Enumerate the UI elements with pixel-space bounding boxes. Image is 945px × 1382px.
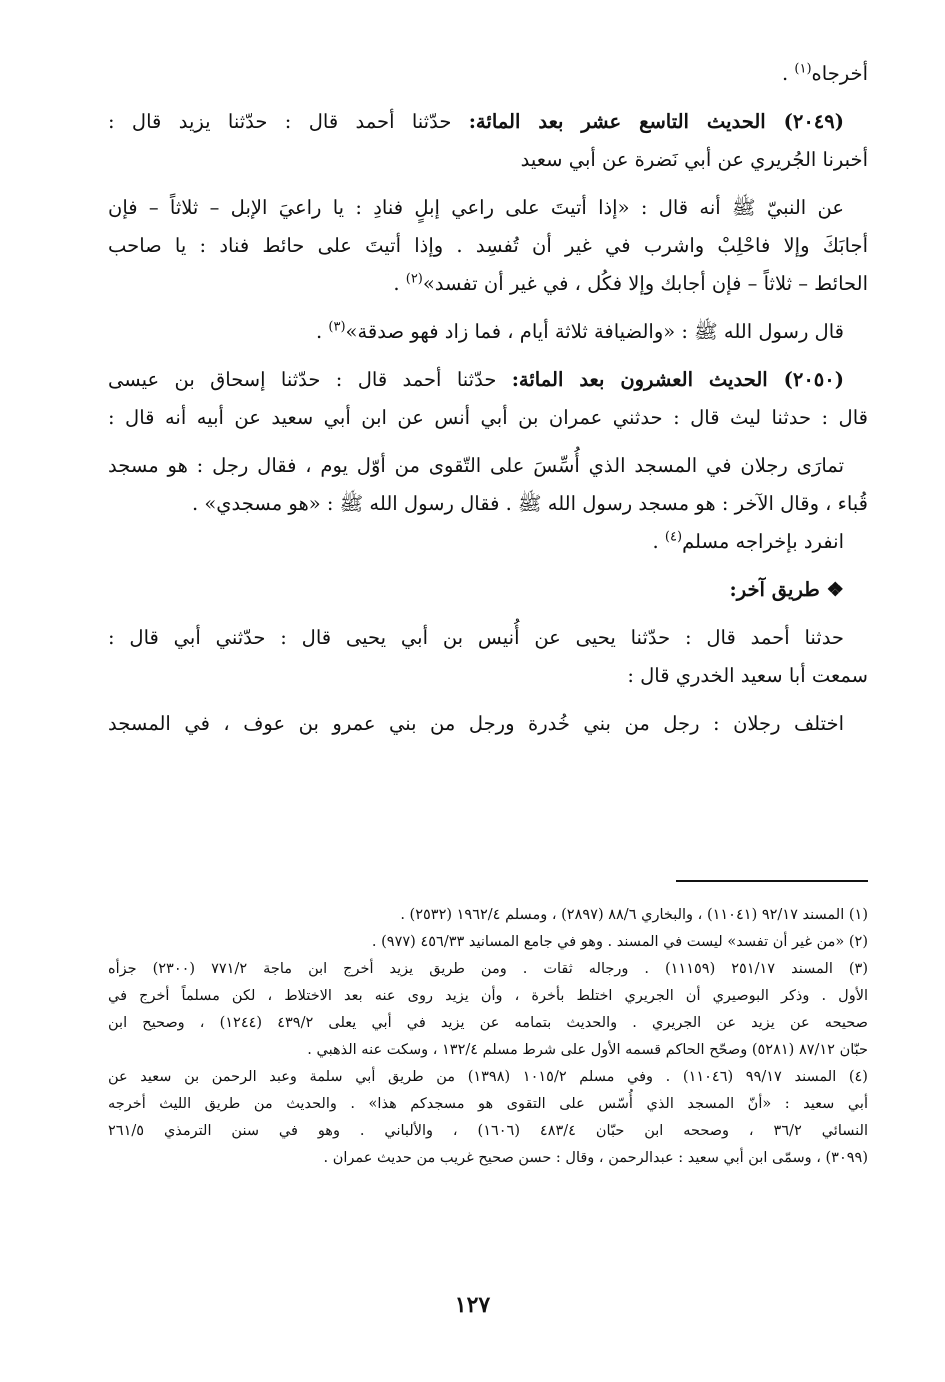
text-run: . <box>782 62 795 85</box>
text-run: . <box>652 530 665 553</box>
text-run: . <box>393 272 406 295</box>
text-line: تمارَى رجلان في المسجد الذي أُسِّسَ على التّقوى من أوّل يوم ، فقال رجل : هو مسجد <box>108 454 844 477</box>
footnote-ref[interactable]: (٣) <box>328 319 346 335</box>
text-run: انفرد بإخراجه مسلم <box>682 530 844 553</box>
hadith-title: (٢٠٥٠) الحديث العشرون بعد المائة: <box>511 368 844 391</box>
text-run: الحائط – ثلاثاً – فإن أجابك وإلا فكُل ، في غير أن تفسد» <box>422 272 868 295</box>
footnote-4-cont: (٣٠٩٩) ، وسمّى ابن أبي سعيد : عبدالرحمن ، وقال : حسن صحيح غريب من حديث عمران . <box>323 1150 868 1166</box>
footnote-1: (١) المسند ٩٢/١٧ (١١٠٤١) ، والبخاري ٨٨/٦ (٢٨٩٧) ، ومسلم ١٩٦٢/٤ (٢٥٣٢) . <box>400 907 868 923</box>
footnote-divider <box>676 880 868 882</box>
text-line <box>108 361 868 399</box>
footnote-ref[interactable]: (١) <box>794 61 812 77</box>
text-run: أخرجاه <box>811 62 868 85</box>
text-line <box>108 523 868 561</box>
footnote-2: (٢) «من غير أن تفسد» ليست في المسند . وهو في جامع المسانيد ٤٥٦/٣٣ (٩٧٧) . <box>371 934 868 950</box>
text-line: اختلف رجلان : رجل من بني خُدرة ورجل من بني عمرو بن عوف ، في المسجد <box>108 712 844 735</box>
hadith-2050-heading <box>108 361 868 437</box>
footnote-3-cont: الأول . وذكر البوصيري أن الجريري اختلط بأخرة ، وأن يزيد روى عنه بعد الاختلاط ، لكن مسلماً أخرج في <box>108 988 868 1004</box>
text-line <box>108 313 868 351</box>
footnote-ref[interactable]: (٤) <box>664 529 683 545</box>
hadith-title: (٢٠٤٩) الحديث التاسع عشر بعد المائة: <box>468 110 844 133</box>
text-run: قال رسول الله ﷺ : «والضيافة ثلاثة أيام ، فما زاد فهو صدقة» <box>345 320 844 343</box>
text-line: قال : حدثنا ليث قال : حدثني عمران بن أبي أنس عن ابن أبي سعيد عن أبيه أنه قال : <box>108 406 868 429</box>
another-route-text <box>108 705 868 743</box>
text-run: . <box>315 320 329 343</box>
text-line <box>108 55 868 93</box>
text-line: سمعت أبا سعيد الخدري قال : <box>627 664 868 687</box>
text-line: عن النبيّ ﷺ أنه قال : «إذا أتيتَ على راعي إبلٍ فنادِ : يا راعيَ الإبل – ثلاثاً – فإن <box>108 196 844 219</box>
text-line: قُباء ، وقال الآخر : هو مسجد رسول الله ﷺ . فقال رسول الله ﷺ : «هو مسجدي» . <box>191 492 868 515</box>
footnote-3-cont: حبّان ٨٧/١٢ (٥٢٨١) وصحّح الحاكم قسمه الأول على شرط مسلم ١٣٢/٤ ، وسكت عنه الذهبي . <box>307 1042 868 1058</box>
text-line <box>108 103 868 141</box>
text-line <box>108 265 868 303</box>
text-run: حدّثنا أحمد قال : حدّثنا إسحاق بن عيسى <box>108 368 512 391</box>
page-number: ١٢٧ <box>454 1292 491 1318</box>
text-line: حدثنا أحمد قال : حدّثنا يحيى عن أُنيس بن أبي يحيى قال : حدّثني أبي قال : <box>108 626 844 649</box>
hadith-2049-addition <box>108 313 868 351</box>
hadith-2049-heading <box>108 103 868 179</box>
text-line: أخبرنا الجُريري عن أبي نَضرة عن أبي سعيد <box>520 148 868 171</box>
paragraph-intro <box>108 55 868 93</box>
main-text <box>108 55 868 753</box>
hadith-2049-text <box>108 189 868 303</box>
footnote-4-cont: النسائي ٣٦/٢ ، وصححه ابن حبّان ٤٨٣/٤ (١٦٠٦) ، والألباني . وهو في سنن الترمذي ٢٦١/٥ <box>108 1123 868 1139</box>
text-line: أجابَكَ وإلا فاحْلِبْ واشرب في غير أن تُفسِد . وإذا أتيتَ على حائط فناد : يا صاحب <box>108 234 868 257</box>
footnotes <box>108 902 868 1172</box>
footnote-3-cont: صحيحه عن يزيد عن الجريري . والحديث بتمامه عن يزيد في أبي يعلى ٤٣٩/٢ (١٢٤٤) ، وصحيح ابن <box>108 1015 868 1031</box>
hadith-2050-text <box>108 447 868 561</box>
footnote-ref[interactable]: (٢) <box>405 271 423 287</box>
footnote-4: (٤) المسند ٩٩/١٧ (١١٠٤٦) . وفي مسلم ١٠١٥/٢ (١٣٩٨) من طريق أبي سلمة وعبد الرحمن بن سعيد عن <box>108 1069 868 1085</box>
footnote-3: (٣) المسند ٢٥١/١٧ (١١١٥٩) . ورجاله ثقات . ومن طريق يزيد أخرج ابن ماجة ٧٧١/٢ (٢٣٠٠) جزأه <box>108 961 868 977</box>
text-run: حدّثنا أحمد قال : حدّثنا يزيد قال : <box>108 110 469 133</box>
another-route-heading <box>108 571 868 609</box>
section-heading: ❖ طريق آخر: <box>729 578 844 601</box>
another-route-isnad <box>108 619 868 695</box>
footnote-4-cont: أبي سعيد : «أنّ المسجد الذي أُسّس على التقوى هو مسجدكم هذا» . والحديث من طريق الليث أخرجه <box>108 1096 868 1112</box>
